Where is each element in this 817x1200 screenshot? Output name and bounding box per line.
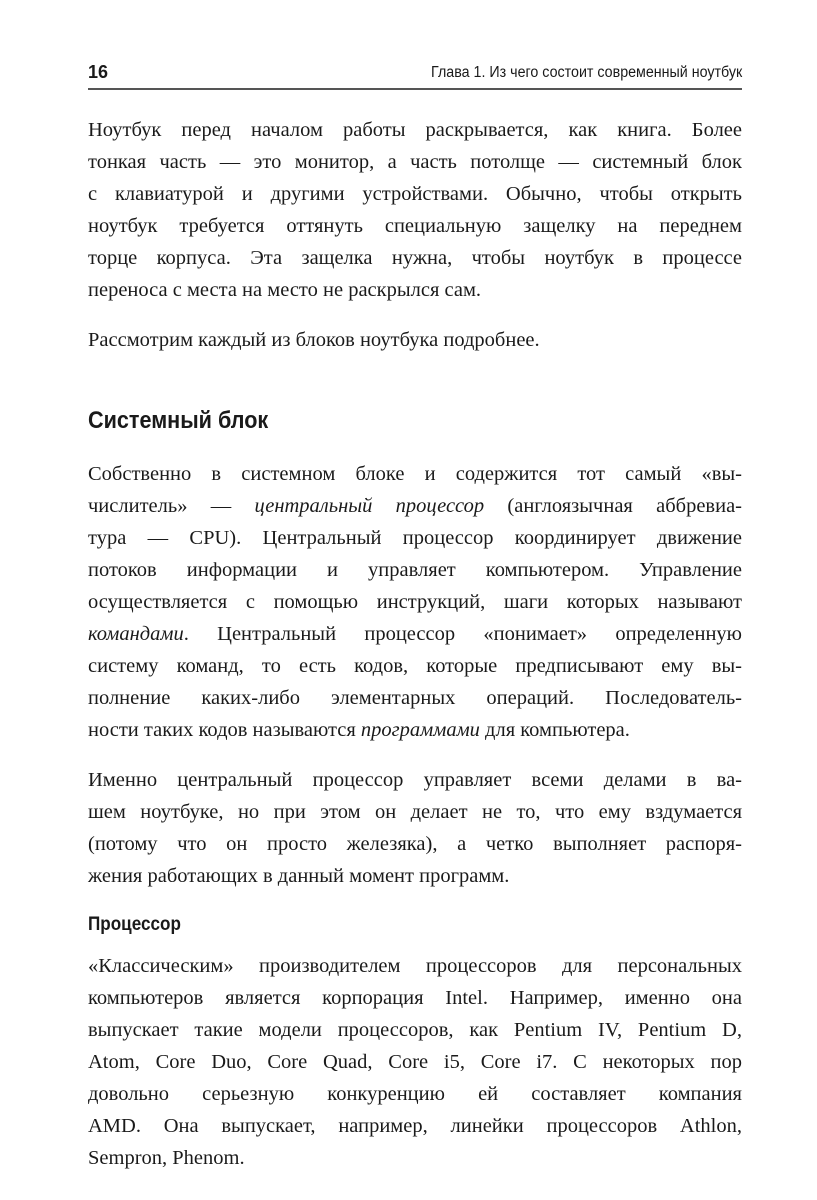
- paragraph: [88, 114, 742, 306]
- paragraph: [88, 458, 742, 746]
- text-line: [88, 828, 742, 860]
- text-line: [88, 210, 742, 242]
- text-run: Sempron, Phenom.: [88, 1147, 245, 1169]
- section-heading: Системный блок: [88, 407, 269, 434]
- text-run: осуществляется с помощью инструкций, шаги которых называют: [88, 591, 742, 613]
- emphasized-term: программами: [360, 719, 480, 741]
- text-run: жения работающих в данный момент программ.: [88, 865, 510, 887]
- text-line: [88, 682, 742, 714]
- text-run: шем ноутбуке, но при этом он делает не то, что ему вздумается: [88, 801, 742, 823]
- text-line: [88, 178, 742, 210]
- text-run: полнение каких-либо элементарных операций. Последователь-: [88, 687, 742, 709]
- text-line: [88, 796, 742, 828]
- text-line: [88, 1142, 742, 1174]
- text-line: [88, 146, 742, 178]
- text-run: переноса с места на место не раскрылся сам.: [88, 279, 482, 301]
- text-line: [88, 950, 742, 982]
- text-run: для компьютера.: [479, 719, 630, 741]
- text-run: Рассмотрим каждый из блоков ноутбука подробнее.: [88, 329, 540, 351]
- text-line: [88, 618, 742, 650]
- running-header: [88, 60, 742, 90]
- text-line: [88, 860, 742, 892]
- text-line: [88, 982, 742, 1014]
- text-line: [88, 490, 742, 522]
- text-run: числитель» —: [88, 495, 255, 517]
- text-run: торце корпуса. Эта защелка нужна, чтобы ноутбук в процессе: [88, 247, 742, 269]
- text-run: потоков информации и управляет компьютером. Управление: [88, 559, 742, 581]
- paragraph: [88, 950, 742, 1174]
- paragraph: [88, 324, 742, 356]
- text-run: AMD. Она выпускает, например, линейки процессоров Athlon,: [88, 1115, 742, 1137]
- text-line: [88, 650, 742, 682]
- text-line: [88, 522, 742, 554]
- text-run: компьютеров является корпорация Intel. Например, именно она: [88, 987, 742, 1009]
- page-number: 16: [88, 62, 109, 82]
- text-run: (потому что он просто железяка), а четко выполняет распоря-: [88, 833, 742, 855]
- text-line: [88, 1110, 742, 1142]
- text-line: [88, 1014, 742, 1046]
- text-line: [88, 274, 742, 306]
- text-run: Собственно в системном блоке и содержится тот самый «вы-: [88, 463, 742, 485]
- text-line: [88, 458, 742, 490]
- text-line: [88, 242, 742, 274]
- paragraph: [88, 764, 742, 892]
- text-run: . Центральный процессор «понимает» определенную: [183, 623, 742, 645]
- emphasized-term: командами: [88, 623, 184, 645]
- emphasized-term: центральный процессор: [254, 495, 485, 517]
- text-line: [88, 586, 742, 618]
- text-run: «Классическим» производителем процессоров для персональных: [88, 955, 742, 977]
- text-line: [88, 1078, 742, 1110]
- text-line: [88, 1046, 742, 1078]
- text-line: [88, 554, 742, 586]
- text-run: (англоязычная аббревиа-: [484, 495, 742, 517]
- text-run: тура — CPU). Центральный процессор координирует движение: [88, 527, 742, 549]
- text-run: Atom, Core Duo, Core Quad, Core i5, Core i7. С некоторых пор: [88, 1051, 742, 1073]
- page-body: [88, 114, 742, 1192]
- text-run: довольно серьезную конкуренцию ей составляет компания: [88, 1083, 742, 1105]
- subsection-heading: Процессор: [88, 914, 181, 935]
- text-run: выпускает такие модели процессоров, как Pentium IV, Pentium D,: [88, 1019, 742, 1041]
- text-line: [88, 764, 742, 796]
- text-run: систему команд, то есть кодов, которые предписывают ему вы-: [88, 655, 742, 677]
- text-run: ноутбук требуется оттянуть специальную защелку на переднем: [88, 215, 742, 237]
- text-run: Именно центральный процессор управляет всеми делами в ва-: [88, 769, 742, 791]
- text-run: Ноутбук перед началом работы раскрывается, как книга. Более: [88, 119, 742, 141]
- text-run: тонкая часть — это монитор, а часть потолще — системный блок: [88, 151, 742, 173]
- text-run: с клавиатурой и другими устройствами. Обычно, чтобы открыть: [88, 183, 742, 205]
- running-title: Глава 1. Из чего состоит современный ноутбук: [430, 64, 742, 81]
- text-line: [88, 714, 742, 746]
- text-line: [88, 114, 742, 146]
- text-run: ности таких кодов называются: [88, 719, 361, 741]
- text-line: [88, 324, 742, 356]
